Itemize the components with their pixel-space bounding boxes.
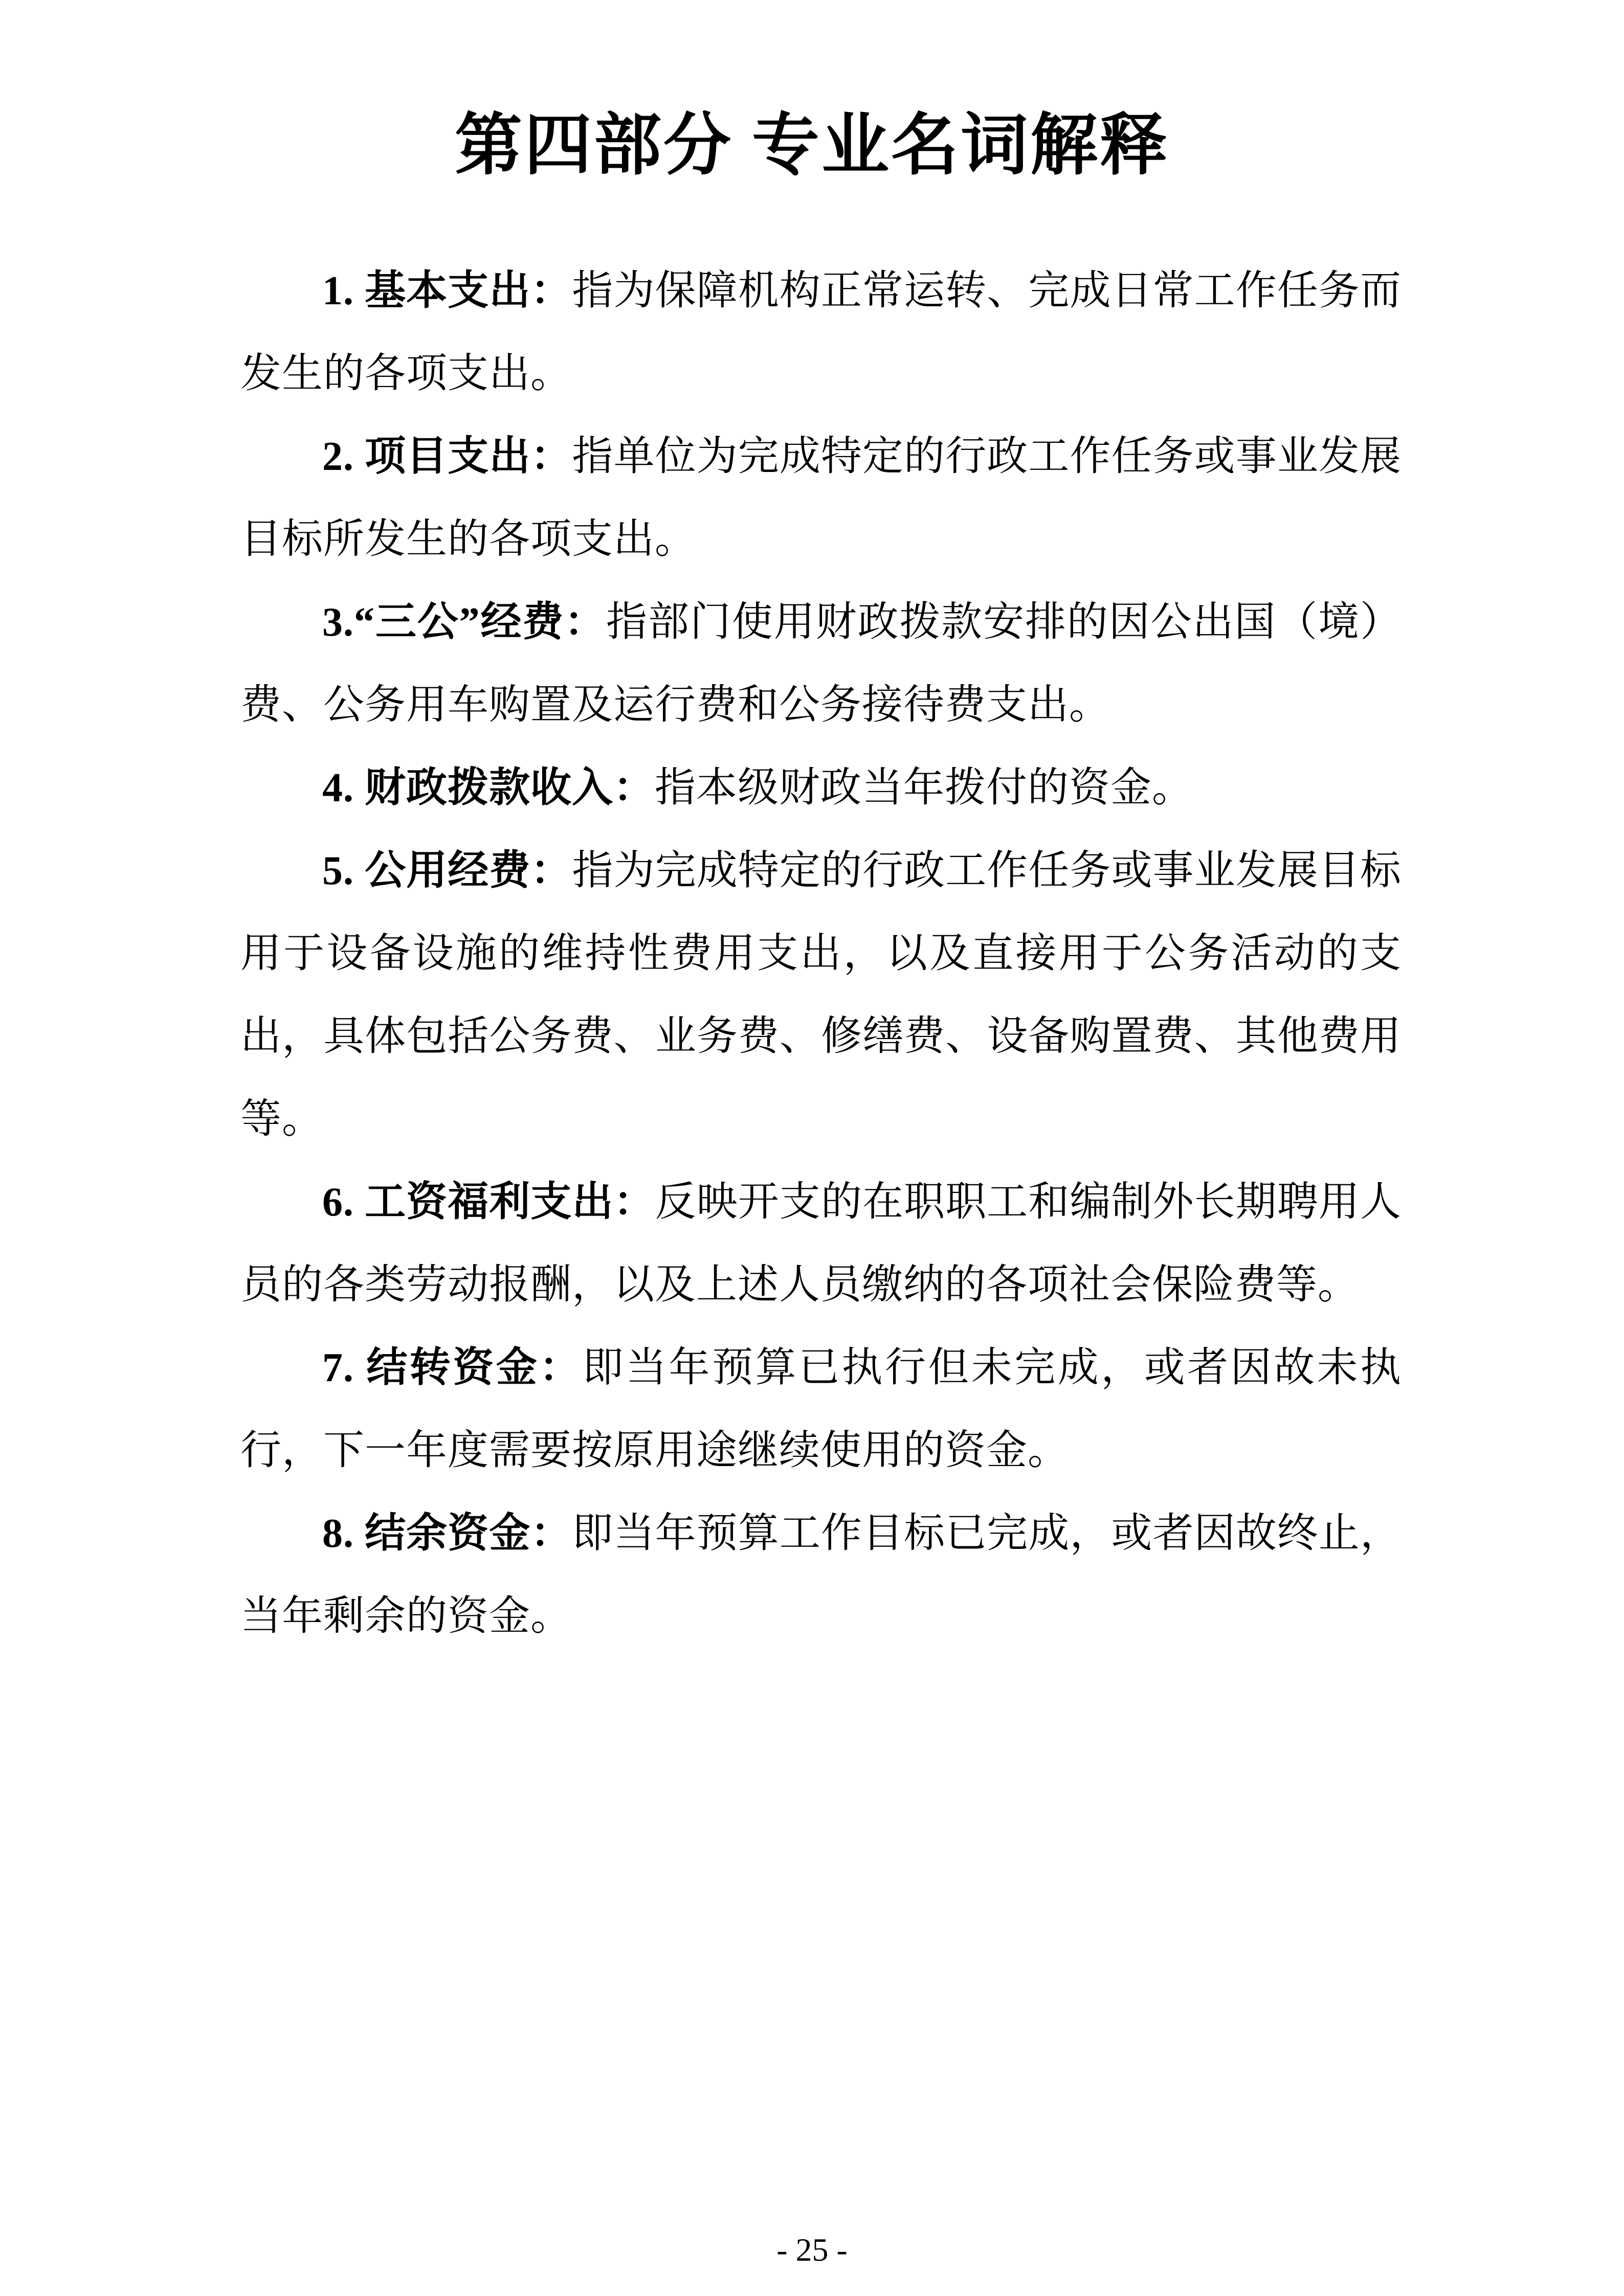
definition-paragraph xyxy=(240,581,1401,747)
definition-paragraph xyxy=(240,1326,1401,1492)
definition-paragraph xyxy=(240,250,1401,415)
term-label: 2. 项目支出： xyxy=(322,434,572,479)
definition-paragraph xyxy=(240,1161,1401,1326)
definition-paragraph xyxy=(240,829,1401,1161)
term-definition: 指部门使用财政拨款安排的因公出国（境）费、公务用车购置及运行费和公务接待费支出。 xyxy=(240,600,1402,728)
term-label: 6. 工资福利支出： xyxy=(322,1180,655,1225)
definition-paragraph xyxy=(240,747,1401,829)
term-label: 1. 基本支出： xyxy=(322,268,572,313)
page-number: - 25 - xyxy=(776,2232,848,2268)
term-definition: 指单位为完成特定的行政工作任务或事业发展目标所发生的各项支出。 xyxy=(240,434,1402,562)
term-definition: 指为保障机构正常运转、完成日常工作任务而发生的各项支出。 xyxy=(240,268,1402,396)
term-label: 4. 财政拨款收入： xyxy=(322,766,655,811)
term-label: 8. 结余资金： xyxy=(322,1511,572,1556)
term-definition: 指为完成特定的行政工作任务或事业发展目标用于设备设施的维持性费用支出，以及直接用于公务活动的支出，具体包括公务费、业务费、修缮费、设备购置费、其他费用等。 xyxy=(240,848,1402,1142)
term-label: 5. 公用经费： xyxy=(322,848,572,893)
page-title: 第四部分 专业名词解释 xyxy=(455,108,1169,183)
term-label: 7. 结转资金： xyxy=(322,1345,583,1390)
term-definition: 即当年预算已执行但未完成，或者因故未执行，下一年度需要按原用途继续使用的资金。 xyxy=(240,1345,1401,1473)
term-definition: 即当年预算工作目标已完成，或者因故终止，当年剩余的资金。 xyxy=(240,1511,1402,1639)
term-definition: 指本级财政当年拨付的资金。 xyxy=(655,766,1193,811)
term-label: 3.“三公”经费： xyxy=(322,600,607,645)
document-body xyxy=(240,250,1401,1658)
definition-paragraph xyxy=(240,415,1401,581)
definition-paragraph xyxy=(240,1492,1401,1658)
term-definition: 反映开支的在职职工和编制外长期聘用人员的各类劳动报酬，以及上述人员缴纳的各项社会保险费等。 xyxy=(240,1180,1401,1308)
